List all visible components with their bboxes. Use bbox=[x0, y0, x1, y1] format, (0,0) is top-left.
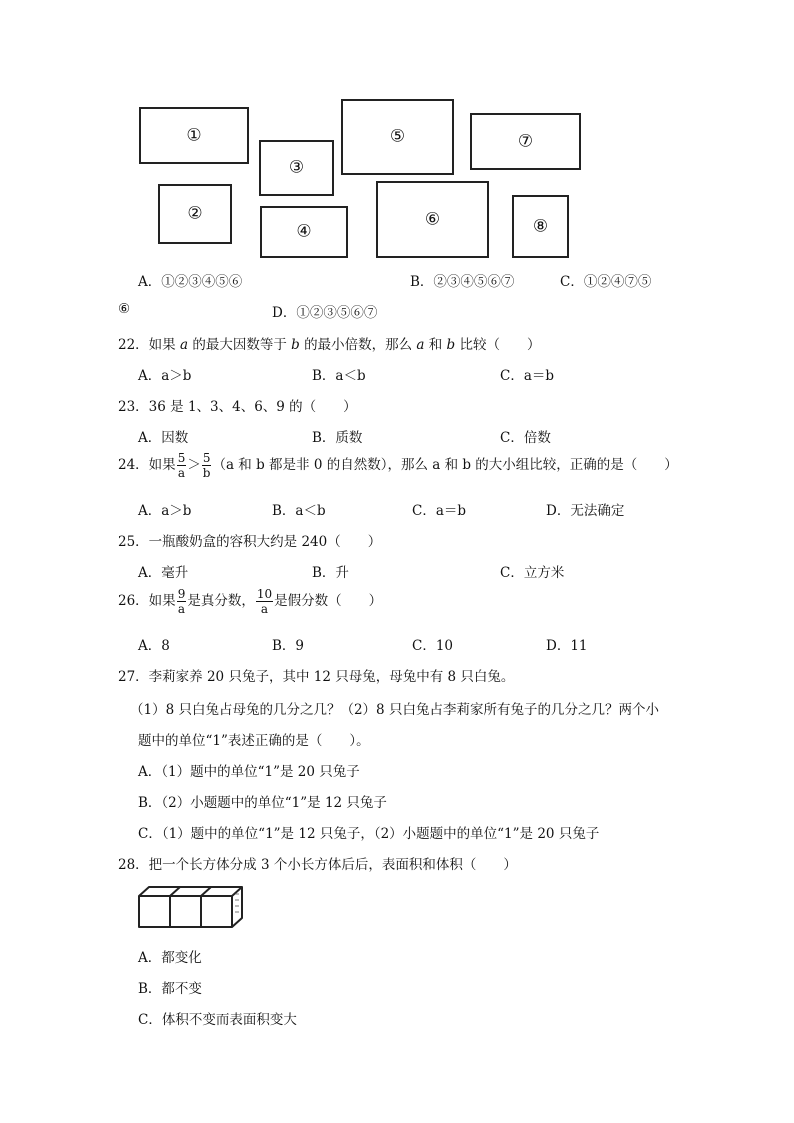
q27-option-a[interactable]: A．（1）题中的单位“1”是 20 只兔子 bbox=[138, 764, 360, 780]
q26-option-c[interactable]: C．10 bbox=[412, 638, 454, 654]
q27-option-c[interactable]: C．（1）题中的单位“1”是 12 只兔子，（2）小题题中的单位“1”是 20 只兔子 bbox=[138, 826, 600, 842]
q21-option-c-cont: ⑥ bbox=[118, 301, 131, 317]
q25-option-c[interactable]: C．立方米 bbox=[500, 565, 565, 581]
q27-stem: 27．李莉家养 20 只兔子，其中 12 只母兔，母兔中有 8 只白兔。 bbox=[118, 669, 515, 685]
fraction-5-over-b: $\frac{5}{b}$ bbox=[202, 451, 211, 480]
q28-option-b[interactable]: B．都不变 bbox=[138, 981, 202, 997]
q24-option-d[interactable]: D．无法确定 bbox=[546, 503, 625, 519]
q21-option-c[interactable]: C．①②④⑦⑤ bbox=[560, 274, 652, 290]
cuboid-split-figure bbox=[136, 884, 244, 930]
rect-3 bbox=[259, 140, 334, 196]
fraction-5-over-a: $\frac{5}{a}$ bbox=[177, 451, 186, 480]
q24-stem: 24．如果 $\frac{5}{a}$ ＞ $\frac{5}{b}$ （a 和 b 都是非 0 的自然数），那么 a 和 b 的大小组比较，正确的是（ ） bbox=[118, 451, 678, 480]
rect-label: ① bbox=[186, 125, 202, 145]
rect-5 bbox=[341, 99, 454, 175]
q25-stem: 25．一瓶酸奶盒的容积大约是 240（ ） bbox=[118, 534, 382, 550]
q26-option-d[interactable]: D．11 bbox=[546, 638, 588, 654]
fraction-9-over-a: $\frac{9}{a}$ bbox=[177, 587, 186, 616]
q25-option-b[interactable]: B．升 bbox=[312, 565, 349, 581]
rect-label: ⑥ bbox=[424, 209, 441, 229]
rect-label: ⑦ bbox=[517, 131, 534, 151]
q23-stem: 23．36 是 1、3、4、6、9 的（ ） bbox=[118, 399, 357, 415]
q26-option-b[interactable]: B．9 bbox=[272, 638, 305, 654]
q25-option-a[interactable]: A．毫升 bbox=[138, 565, 189, 581]
q28-option-c[interactable]: C．体积不变而表面积变大 bbox=[138, 1012, 297, 1028]
q22-option-a[interactable]: A．a＞b bbox=[138, 368, 192, 384]
q27-stem-line2: （1）8 只白兔占母兔的几分之几？（2）8 只白兔占李莉家所有兔子的几分之几？两个小 bbox=[130, 702, 659, 718]
q22-stem: 22．如果 a 的最大因数等于 b 的最小倍数，那么 a 和 b 比较（ ） bbox=[118, 337, 541, 353]
q26-stem: 26．如果 $\frac{9}{a}$ 是真分数， $\frac{10}{a}$ 是假分数（ ） bbox=[118, 587, 383, 616]
q23-option-a[interactable]: A．因数 bbox=[138, 430, 189, 446]
q21-option-a[interactable]: A．①②③④⑤⑥ bbox=[138, 274, 243, 290]
rect-label: ② bbox=[187, 203, 203, 224]
rect-label: ④ bbox=[296, 221, 312, 242]
rect-8 bbox=[512, 195, 569, 258]
q22-option-b[interactable]: B．a＜b bbox=[312, 368, 366, 384]
q23-option-b[interactable]: B．质数 bbox=[312, 430, 363, 446]
q27-stem-line3: 题中的单位“1”表述正确的是（ ）。 bbox=[138, 733, 370, 749]
q23-option-c[interactable]: C．倍数 bbox=[500, 430, 551, 446]
q27-option-b[interactable]: B．（2）小题题中的单位“1”是 12 只兔子 bbox=[138, 795, 387, 811]
rect-4 bbox=[260, 206, 348, 258]
rect-label: ⑤ bbox=[389, 126, 406, 147]
rect-1 bbox=[139, 107, 249, 164]
q22-option-c[interactable]: C．a＝b bbox=[500, 368, 555, 384]
q28-option-a[interactable]: A．都变化 bbox=[138, 950, 202, 966]
q24-option-c[interactable]: C．a＝b bbox=[412, 503, 467, 519]
q21-option-b[interactable]: B．②③④⑤⑥⑦ bbox=[410, 274, 515, 290]
rect-2 bbox=[158, 184, 232, 244]
rect-6 bbox=[376, 181, 489, 258]
q21-option-d[interactable]: D．①②③⑤⑥⑦ bbox=[272, 305, 378, 321]
fraction-10-over-a: $\frac{10}{a}$ bbox=[256, 587, 273, 616]
rect-label: ③ bbox=[288, 157, 305, 178]
q26-option-a[interactable]: A．8 bbox=[138, 638, 170, 654]
q24-option-a[interactable]: A．a＞b bbox=[138, 503, 192, 519]
rect-7 bbox=[470, 113, 581, 170]
rect-label: ⑧ bbox=[532, 216, 549, 236]
q28-stem: 28．把一个长方体分成 3 个小长方体后后，表面积和体积（ ） bbox=[118, 857, 517, 873]
q24-option-b[interactable]: B．a＜b bbox=[272, 503, 326, 519]
